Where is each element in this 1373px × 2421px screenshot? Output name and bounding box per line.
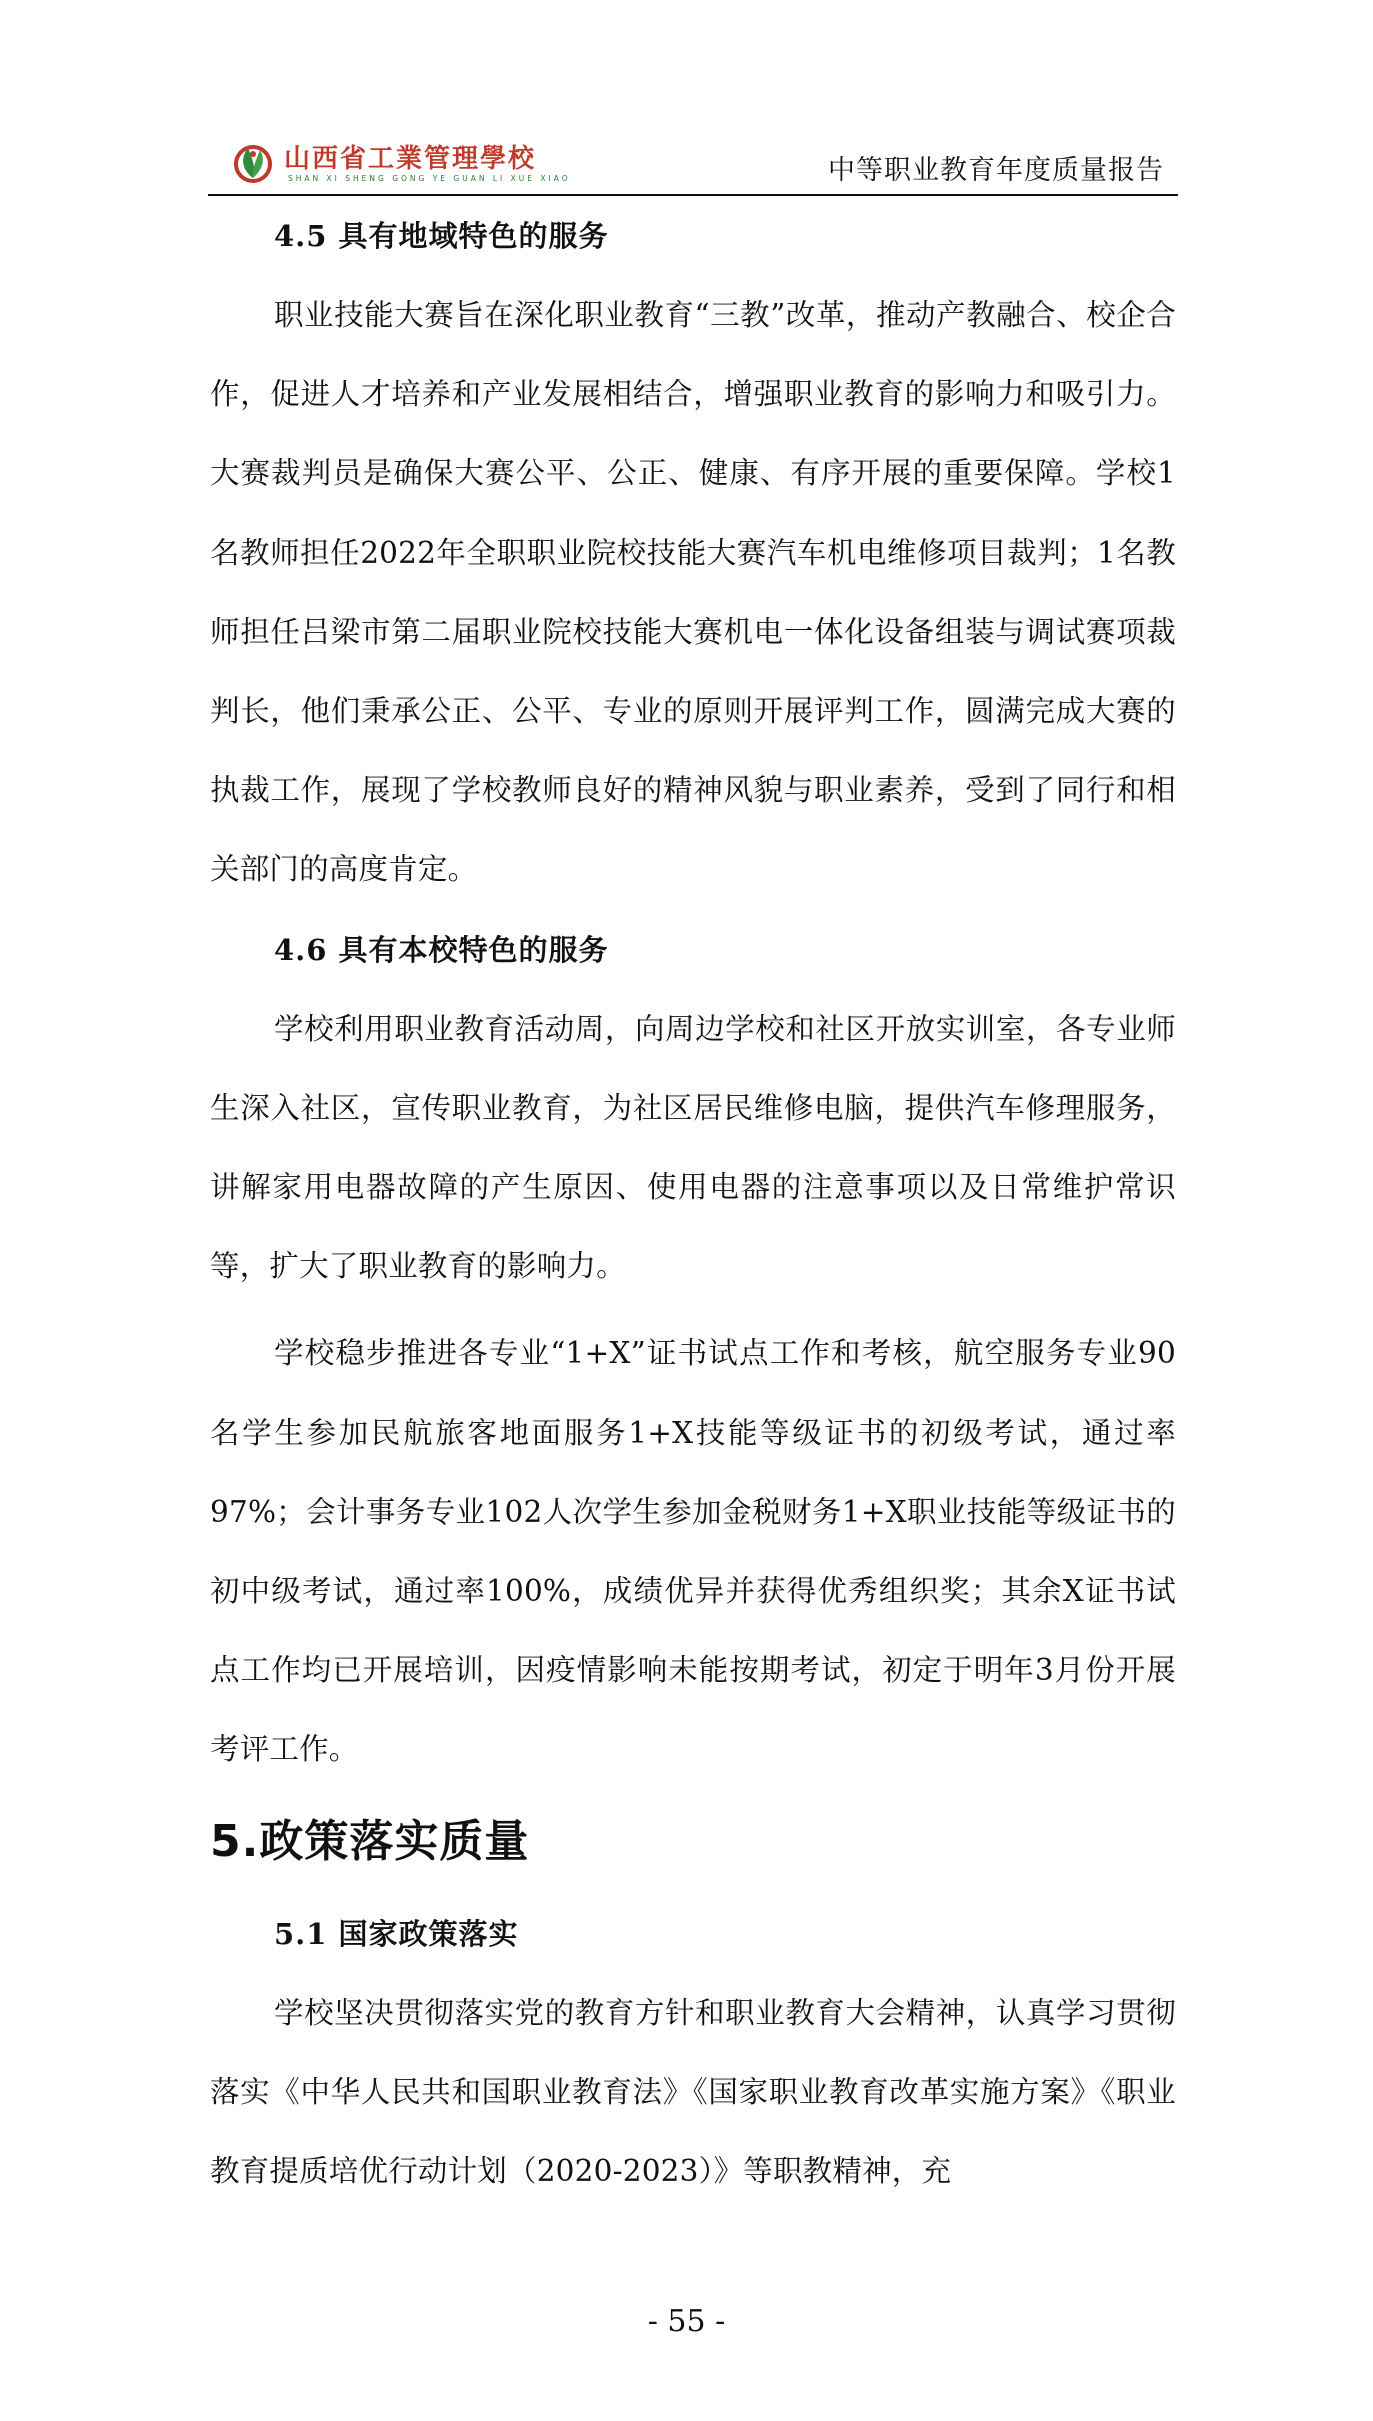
chapter-heading-5: 5.政策落实质量: [210, 1815, 530, 1867]
section-heading-4-6: 4.6 具有本校特色的服务: [274, 932, 609, 967]
paragraph-4-5: 职业技能大赛旨在深化职业教育“三教”改革，推动产教融合、校企合作，促进人才培养和产业发展相结合，增强职业教育的影响力和吸引力。大赛裁判员是确保大赛公平、公正、健康、有序开展的重要保障。学校1名教师担任2022年全职职业院校技能大赛汽车机电维修项目裁判；1名教师担任吕梁市第二届职业院校技能大赛机电一体化设备组装与调试赛项裁判长，他们秉承公正、公平、专业的原则开展评判工作，圆满完成大赛的执裁工作，展现了学校教师良好的精神风貌与职业素养，受到了同行和相关部门的高度肯定。: [210, 298, 1176, 887]
section-heading-5-1: 5.1 国家政策落实: [274, 1916, 519, 1951]
logo-wordmark: 山西省工業管理學校: [284, 144, 537, 174]
logo-pinyin: SHAN XI SHENG GONG YE GUAN LI XUE XIAO: [288, 174, 571, 183]
school-emblem-icon: [228, 140, 278, 186]
paragraph-4-6-2: 学校稳步推进各专业“1+X”证书试点工作和考核，航空服务专业90名学生参加民航旅客地面服务1+X技能等级证书的初级考试，通过率97%；会计事务专业102人次学生参加金税财务1+X职业技能等级证书的初中级考试，通过率100%，成绩优异并获得优秀组织奖；其余X证书试点工作均已开展培训，因疫情影响未能按期考试，初定于明年3月份开展考评工作。: [210, 1336, 1176, 1767]
paragraph-4-6-1: 学校利用职业教育活动周，向周边学校和社区开放实训室，各专业师生深入社区，宣传职业教育，为社区居民维修电脑，提供汽车修理服务，讲解家用电器故障的产生原因、使用电器的注意事项以及日常维护常识等，扩大了职业教育的影响力。: [210, 1011, 1176, 1284]
report-title: 中等职业教育年度质量报告: [828, 155, 1164, 186]
section-heading-4-5: 4.5 具有地域特色的服务: [274, 219, 609, 253]
school-logo: [228, 136, 571, 192]
paragraph-5-1: 学校坚决贯彻落实党的教育方针和职业教育大会精神，认真学习贯彻落实《中华人民共和国职业教育法》《国家职业教育改革实施方案》《职业教育提质培优行动计划（2020-2023）》等职教精神，充: [210, 1995, 1176, 2189]
page-number: - 55 -: [647, 2304, 726, 2339]
page-header: [208, 128, 1178, 196]
page-content: [210, 196, 1176, 2211]
